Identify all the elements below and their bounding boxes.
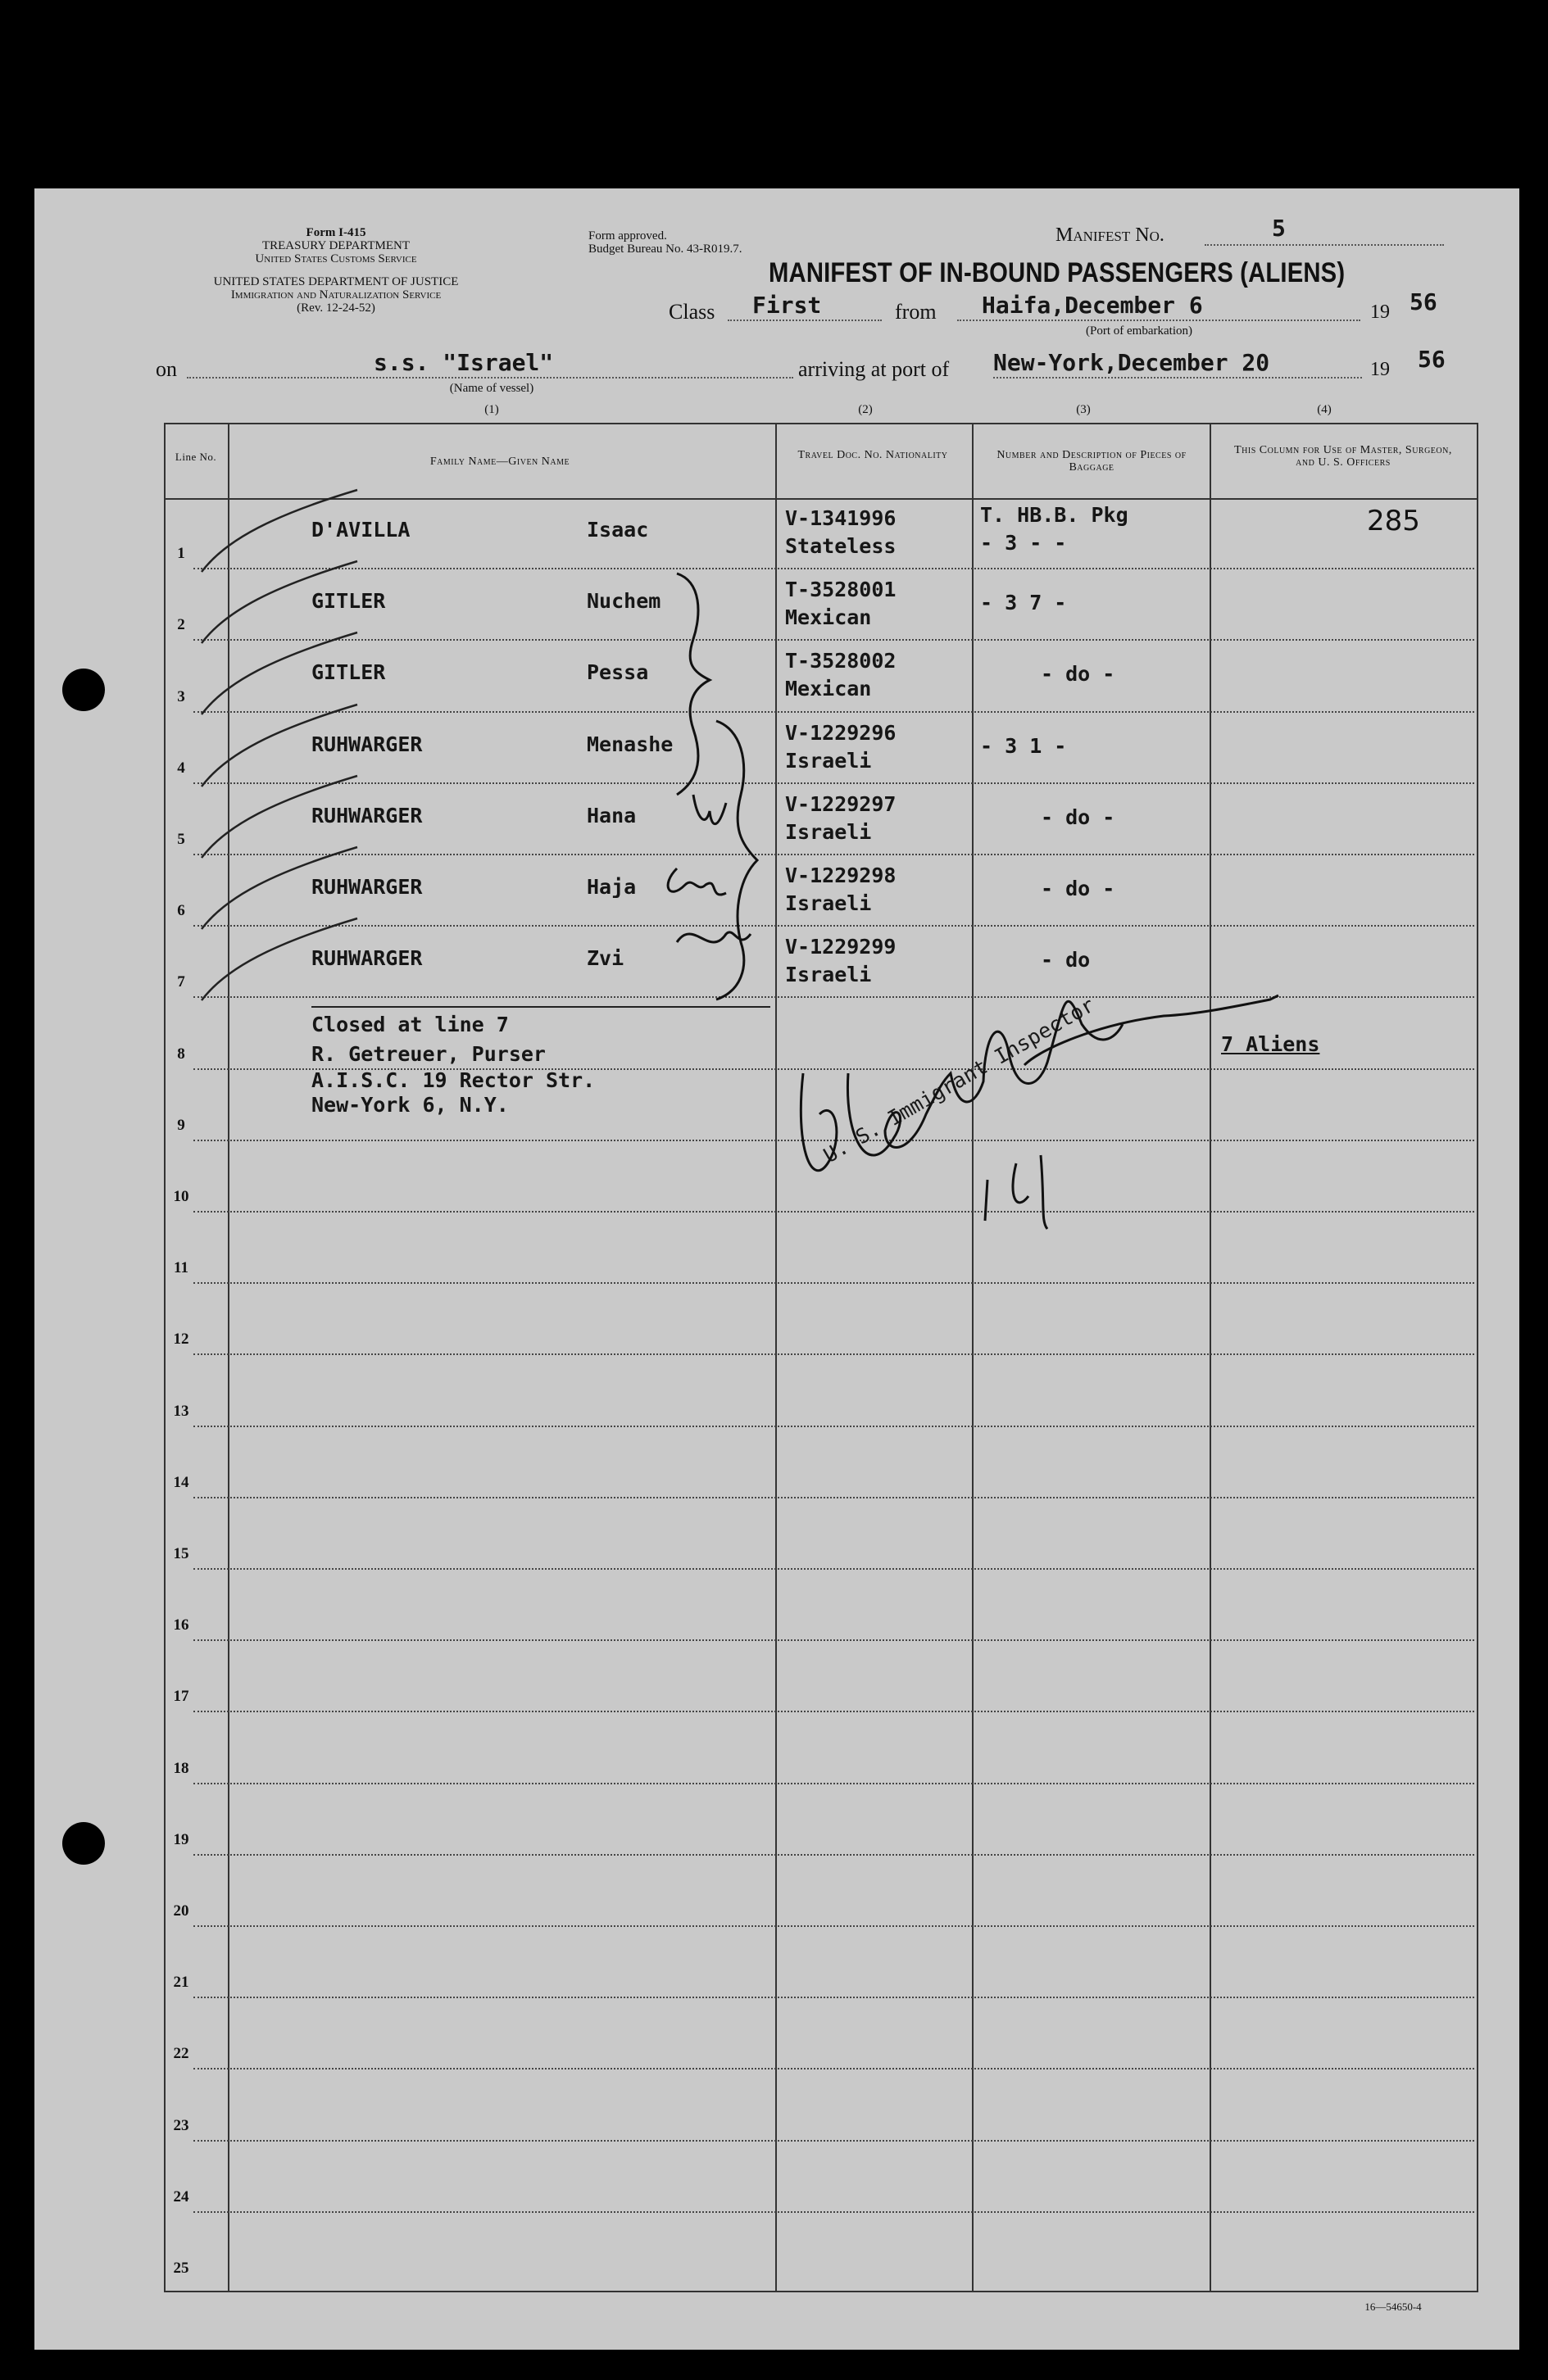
inspector-stamp: U. S. Immigrant Inspector: [819, 992, 1099, 1168]
row-rule: [193, 1711, 1474, 1712]
line-number: 23: [173, 2116, 189, 2134]
row-rule: [193, 1568, 1474, 1570]
baggage-count: - do -: [1041, 805, 1115, 829]
manifest-number-value: 5: [1272, 215, 1286, 242]
row-rule: [193, 711, 1474, 713]
officer-note: 285: [1367, 505, 1420, 537]
line-number: 7: [177, 973, 185, 991]
punch-hole-top: [62, 669, 105, 711]
line-number: 22: [173, 2045, 189, 2063]
row-rule: [193, 1353, 1474, 1355]
baggage-count: - do: [1041, 948, 1091, 972]
line-number: 8: [177, 1045, 185, 1063]
row-rule: [193, 2068, 1474, 2069]
given-name: Zvi: [587, 946, 624, 971]
nationality: Israeli: [785, 819, 872, 844]
line-number: 13: [173, 1402, 189, 1420]
line-number: 2: [177, 616, 185, 634]
row-rule: [193, 1282, 1474, 1284]
aliens-total: 7 Aliens: [1221, 1032, 1320, 1056]
budget-bureau: Budget Bureau No. 43-R019.7.: [588, 243, 742, 256]
travel-doc-number: V-1229296: [785, 720, 897, 745]
travel-doc-number: T-3528002: [785, 649, 897, 673]
form-print-code: 16—54650-4: [1364, 2301, 1422, 2313]
col-divider-doc: [775, 423, 777, 2291]
row-rule: [193, 568, 1474, 569]
travel-doc-header: Travel Doc. No. Nationality: [797, 449, 948, 461]
family-name: RUHWARGER: [311, 732, 423, 756]
from-year-prefix: 19: [1370, 301, 1390, 323]
family-name: GITLER: [311, 660, 386, 685]
family-name: RUHWARGER: [311, 803, 423, 827]
col-number-2: (2): [858, 403, 873, 416]
manifest-number-rule: [1205, 244, 1444, 246]
baggage-header: Number and Description of Pieces of Baggage: [996, 449, 1187, 474]
line-no-header: Line No.: [175, 451, 217, 463]
handwritten-initials: [661, 795, 759, 959]
col-divider-officers: [1210, 423, 1211, 2291]
from-rule: [957, 320, 1360, 321]
row-rule: [193, 639, 1474, 641]
manifest-number-label: Manifest No.: [1055, 224, 1164, 246]
closing-rule: [311, 1006, 770, 1008]
ins-service: Immigration and Naturalization Service: [230, 288, 442, 301]
given-name: Isaac: [587, 518, 649, 542]
travel-doc-number: V-1341996: [785, 506, 897, 530]
arrival-value: New-York,December 20: [993, 349, 1270, 376]
family-name: RUHWARGER: [311, 946, 423, 971]
officers-header: This Column for Use of Master, Surgeon, and U. S. Officers: [1234, 444, 1452, 469]
row-rule: [193, 2140, 1474, 2142]
form-approved: Form approved.: [588, 229, 667, 243]
purser-city: New-York 6, N.Y.: [311, 1093, 509, 1117]
form-revision: (Rev. 12-24-52): [297, 301, 375, 315]
vessel-caption: (Name of vessel): [449, 382, 534, 395]
class-rule: [728, 320, 882, 321]
line-number: 4: [177, 759, 185, 777]
line-number: 15: [173, 1545, 189, 1562]
given-name: Menashe: [587, 732, 674, 756]
punch-hole-bottom: [62, 1822, 105, 1865]
given-name: Hana: [587, 803, 637, 827]
customs-service: United States Customs Service: [255, 252, 417, 265]
row-rule: [193, 1497, 1474, 1498]
line-number: 16: [173, 1616, 189, 1634]
line-number: 21: [173, 1974, 189, 1992]
arrival-year-prefix: 19: [1370, 359, 1390, 380]
port-embarkation-caption: (Port of embarkation): [1086, 324, 1192, 338]
arrival-rule: [993, 377, 1362, 379]
row-rule: [193, 1997, 1474, 1998]
nationality: Israeli: [785, 748, 872, 773]
dept-treasury: TREASURY DEPARTMENT: [261, 239, 411, 252]
row-rule: [193, 1854, 1474, 1856]
row-rule: [193, 854, 1474, 855]
from-value: Haifa,December 6: [982, 292, 1203, 319]
line-number: 9: [177, 1116, 185, 1134]
on-label: on: [156, 357, 177, 381]
row-rule: [193, 1783, 1474, 1784]
line-number: 19: [173, 1830, 189, 1848]
row-rule: [193, 2211, 1474, 2213]
line-number: 12: [173, 1331, 189, 1349]
row-rule: [193, 782, 1474, 784]
line-number: 17: [173, 1688, 189, 1706]
baggage-count: - do -: [1041, 877, 1115, 900]
form-number: Form I-415: [306, 226, 366, 239]
line-number: 10: [173, 1188, 189, 1205]
from-year: 56: [1410, 288, 1437, 315]
nationality: Israeli: [785, 891, 872, 915]
line-number: 18: [173, 1759, 189, 1777]
nationality: Israeli: [785, 963, 872, 987]
line-number: 3: [177, 687, 185, 705]
travel-doc-number: T-3528001: [785, 578, 897, 602]
baggage-count: - do -: [1041, 662, 1115, 687]
line-number: 25: [173, 2260, 189, 2277]
line-number: 14: [173, 1473, 189, 1491]
baggage-count: - 3 1 -: [980, 733, 1067, 758]
name-header: Family Name—Given Name: [429, 456, 570, 468]
row-rule: [193, 1639, 1474, 1641]
nationality: Mexican: [785, 605, 872, 630]
family-name: D'AVILLA: [311, 518, 411, 542]
col-number-4: (4): [1317, 403, 1332, 416]
from-label: from: [895, 300, 937, 324]
given-name: Nuchem: [587, 589, 661, 614]
vessel-name: s.s. "Israel": [374, 349, 554, 376]
baggage-top: T. HB.B. Pkg: [980, 503, 1128, 527]
closed-at-line: Closed at line 7: [311, 1013, 509, 1036]
travel-doc-number: V-1229298: [785, 864, 897, 887]
vessel-rule: [187, 377, 793, 379]
family-name: GITLER: [311, 589, 386, 614]
purser-address: A.I.S.C. 19 Rector Str.: [311, 1068, 596, 1092]
manifest-title: MANIFEST OF IN-BOUND PASSENGERS (ALIENS): [769, 257, 1346, 288]
class-value: First: [752, 292, 822, 319]
arriving-label: arriving at port of: [798, 357, 950, 381]
line-number: 6: [177, 902, 185, 920]
row-rule: [193, 1211, 1474, 1213]
class-label: Class: [669, 300, 715, 324]
family-name: RUHWARGER: [311, 875, 423, 899]
row-rule: [193, 1925, 1474, 1927]
line-number: 1: [177, 545, 185, 563]
arrival-year: 56: [1418, 346, 1446, 373]
given-name: Pessa: [587, 660, 649, 685]
col-number-1: (1): [484, 403, 499, 416]
travel-doc-number: V-1229297: [785, 791, 897, 816]
baggage-count: - 3 7 -: [980, 591, 1067, 615]
nationality: Mexican: [785, 677, 872, 701]
dept-justice: UNITED STATES DEPARTMENT OF JUSTICE: [213, 275, 459, 288]
line-number: 5: [177, 831, 185, 848]
row-rule: [193, 925, 1474, 927]
line-number: 11: [174, 1259, 188, 1277]
baggage-count: - 3 - -: [980, 531, 1067, 555]
col-number-3: (3): [1076, 403, 1091, 416]
travel-doc-number: V-1229299: [785, 935, 897, 959]
line-number: 24: [173, 2187, 189, 2205]
given-name: Haja: [587, 875, 637, 899]
line-number: 20: [173, 1902, 189, 1920]
row-rule: [193, 1426, 1474, 1427]
col-divider-baggage: [972, 423, 974, 2291]
purser-name: R. Getreuer, Purser: [311, 1042, 546, 1066]
check-mark: [193, 918, 374, 1009]
nationality: Stateless: [785, 534, 897, 558]
